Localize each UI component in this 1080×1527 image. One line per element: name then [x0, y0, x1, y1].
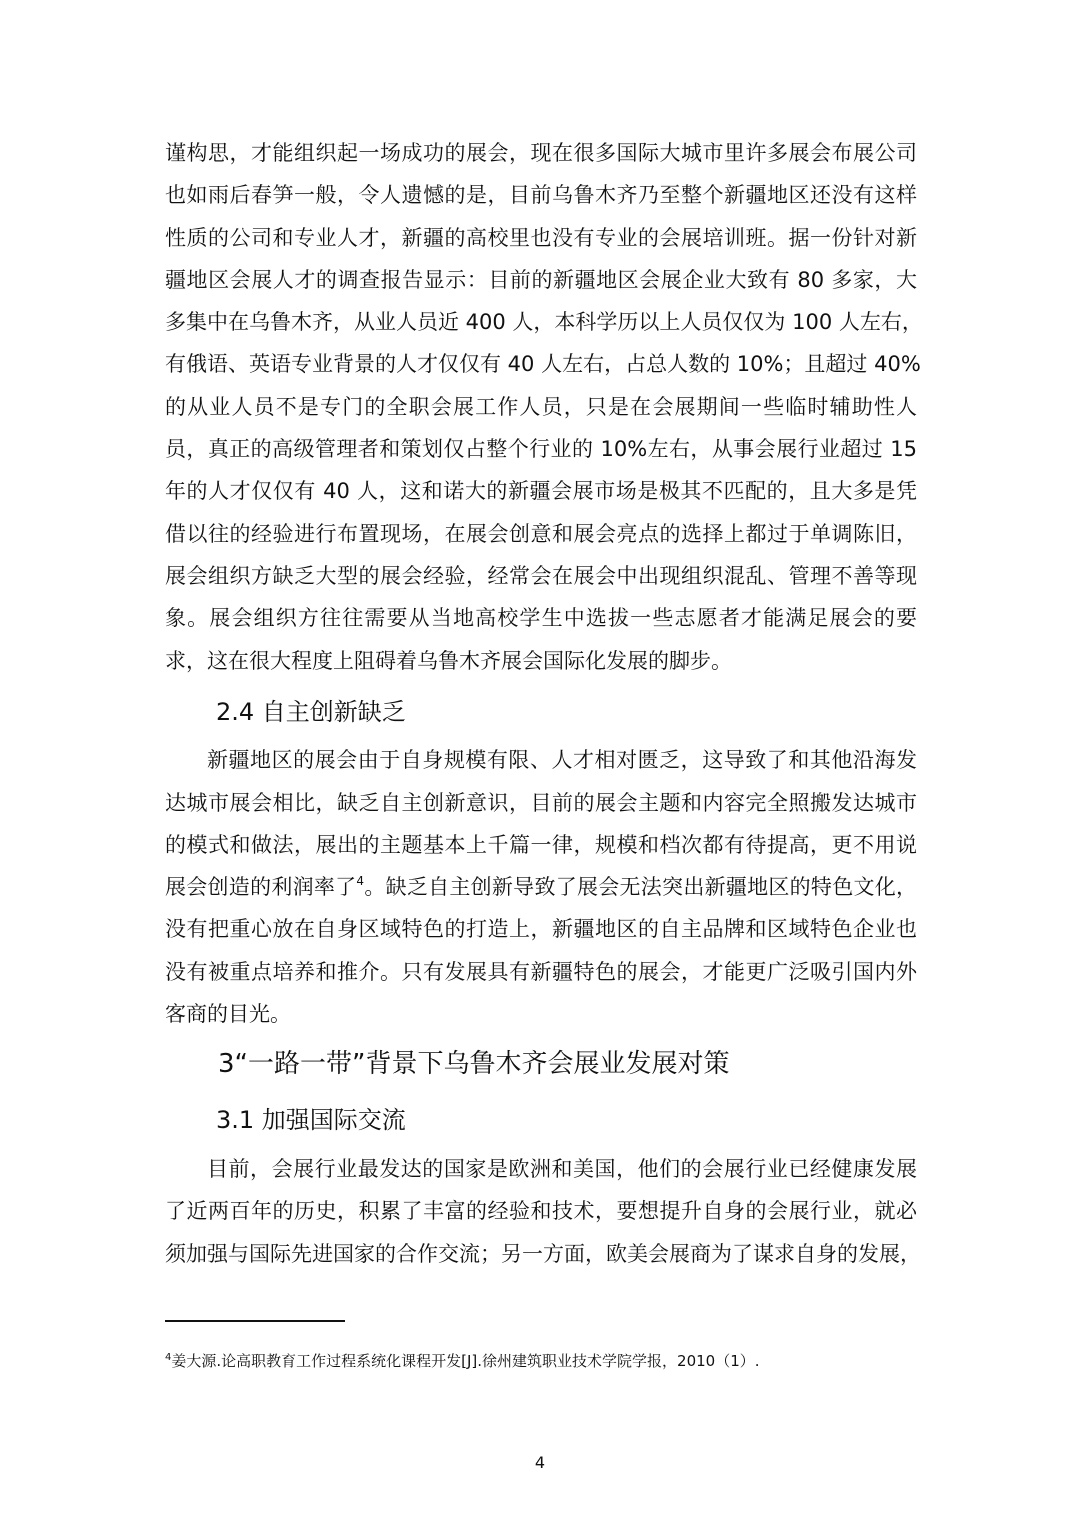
text-line: 性质的公司和专业人才，新疆的高校里也没有专业的会展培训班。据一份针对新 — [165, 226, 917, 250]
text-line: 客商的目光。 — [165, 1002, 291, 1026]
text-line: 目前，会展行业最发达的国家是欧洲和美国，他们的会展行业已经健康发展 — [207, 1157, 917, 1181]
text-line: 有俄语、英语专业背景的人才仅仅有 40 人左右，占总人数的 10%；且超过 40% — [165, 352, 921, 376]
text-line: 借以往的经验进行布置现场，在展会创意和展会亮点的选择上都过于单调陈旧， — [165, 522, 917, 546]
text-line: 多集中在乌鲁木齐，从业人员近 400 人，本科学历以上人员仅仅为 100 人左右， — [165, 310, 923, 334]
text-line: 须加强与国际先进国家的合作交流；另一方面，欧美会展商为了谋求自身的发展， — [165, 1242, 921, 1266]
text-segment: 展会创造的利润率了 — [165, 875, 357, 899]
text-line: 谨构思，才能组织起一场成功的展会，现在很多国际大城市里许多展会布展公司 — [165, 141, 917, 165]
text-line: 了近两百年的历史，积累了丰富的经验和技术，要想提升自身的会展行业，就必 — [165, 1199, 917, 1223]
footnote-marker: 4 — [165, 1352, 172, 1363]
text-line: 没有把重心放在自身区域特色的打造上，新疆地区的自主品牌和区域特色企业也 — [165, 917, 917, 941]
text-line: 的从业人员不是专门的全职会展工作人员，只是在会展期间一些临时辅助性人 — [165, 395, 917, 419]
text-line: 展会组织方缺乏大型的展会经验，经常会在展会中出现组织混乱、管理不善等现 — [165, 564, 917, 588]
text-segment: 。缺乏自主创新导致了展会无法突出新疆地区的特色文化， — [364, 875, 917, 899]
text-line: 象。展会组织方往往需要从当地高校学生中选拔一些志愿者才能满足展会的要 — [165, 606, 917, 630]
text-line: 也如雨后春笋一般，令人遗憾的是，目前乌鲁木齐乃至整个新疆地区还没有这样 — [165, 183, 917, 207]
footnote — [165, 1347, 760, 1372]
text-line: 年的人才仅仅有 40 人，这和诺大的新疆会展市场是极其不匹配的，且大多是凭 — [165, 479, 917, 503]
text-line: 没有被重点培养和推介。只有发展具有新疆特色的展会，才能更广泛吸引国内外 — [165, 960, 917, 984]
footnote-text: 姜大源.论高职教育工作过程系统化课程开发[J].徐州建筑职业技术学院学报，2010（1）. — [171, 1352, 760, 1370]
chapter-heading-3: 3“一路一带”背景下乌鲁木齐会展业发展对策 — [218, 1049, 730, 1079]
text-line: 员，真正的高级管理者和策划仅占整个行业的 10%左右，从事会展行业超过 15 — [165, 437, 917, 461]
page-number: 4 — [534, 1453, 546, 1472]
footnote-reference[interactable]: 4 — [356, 874, 365, 888]
text-line: 疆地区会展人才的调查报告显示：目前的新疆地区会展企业大致有 80 多家，大 — [165, 268, 917, 292]
text-line: 新疆地区的展会由于自身规模有限、人才相对匮乏，这导致了和其他沿海发 — [207, 748, 917, 772]
section-heading-2-4: 2.4 自主创新缺乏 — [216, 698, 406, 726]
footnote-separator — [165, 1320, 345, 1322]
text-line: 求，这在很大程度上阻碍着乌鲁木齐展会国际化发展的脚步。 — [165, 649, 732, 673]
text-line-with-citation — [165, 872, 917, 902]
text-line: 的模式和做法，展出的主题基本上千篇一律，规模和档次都有待提高，更不用说 — [165, 833, 917, 857]
text-line: 达城市展会相比，缺乏自主创新意识，目前的展会主题和内容完全照搬发达城市 — [165, 791, 917, 815]
section-heading-3-1: 3.1 加强国际交流 — [216, 1106, 406, 1134]
